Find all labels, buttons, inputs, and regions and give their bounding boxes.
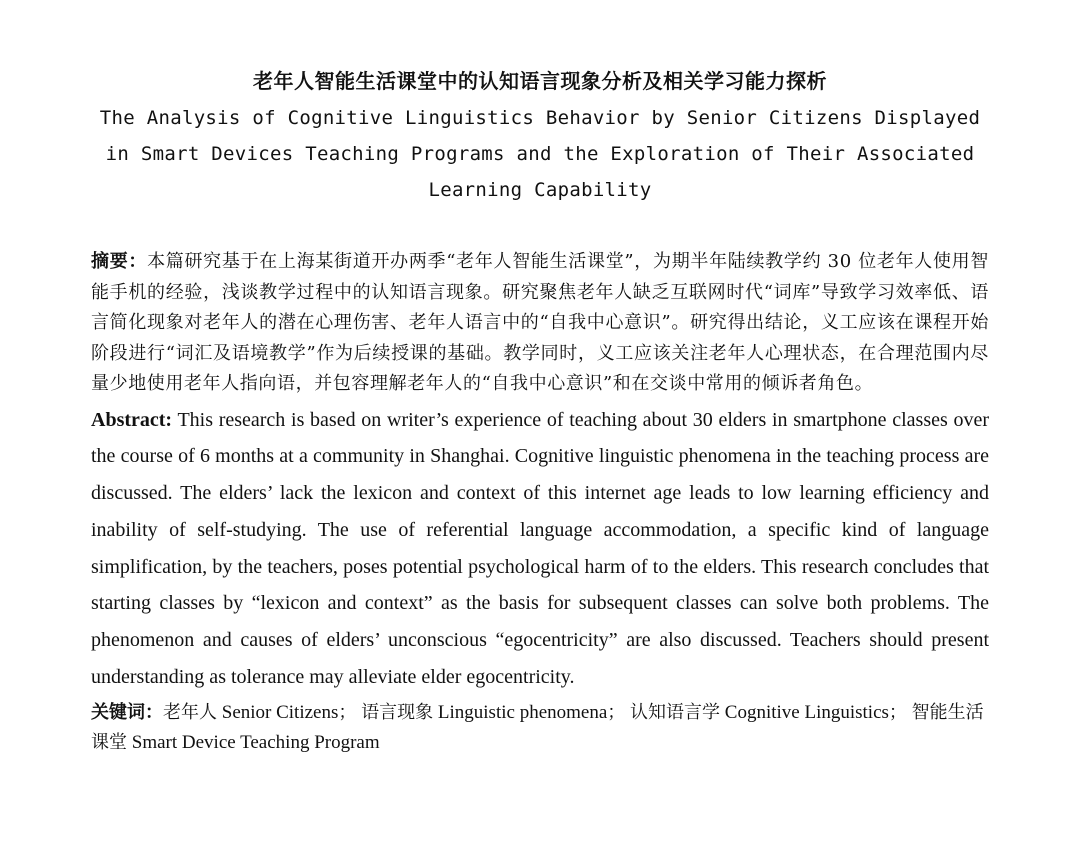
keyword-en: Senior Citizens	[221, 701, 339, 723]
keyword-cn: 认知语言学	[630, 701, 721, 723]
keyword-separator: ；	[607, 701, 626, 723]
abstract-chinese	[91, 247, 989, 400]
abstract-chinese-label: 摘要：	[91, 251, 148, 272]
abstract-english-text: This research is based on writer’s experience of teaching about 30 elders in smartphone classes over the course of 6 months at a community in Shanghai. Cognitive linguistic phenomena in the teaching process are discussed. The elders’ lack the lexicon and context of this internet age leads to low learning efficiency and inability of self-studying. The use of referential language accommodation, a specific kind of language simplification, by the teachers, poses potential psychological harm of to the elders. This research concludes that starting classes by “lexicon and context” as the basis for subsequent classes can solve both problems. The phenomenon and causes of elders’ unconscious “egocentricity” are also discussed. Teachers should present understanding as tolerance may alleviate elder egocentricity.	[91, 408, 989, 689]
title-english: The Analysis of Cognitive Linguistics Behavior by Senior Citizens Displayed in Smart Devices Teaching Programs and the Exploration of Their Associated Learning Capability	[99, 107, 981, 201]
abstract-english-label: Abstract:	[91, 408, 173, 431]
keyword-item	[163, 702, 356, 723]
keyword-cn: 智能生活课堂	[91, 701, 984, 753]
keyword-item	[630, 702, 907, 723]
abstract-chinese-text: 本篇研究基于在上海某街道开办两季“老年人智能生活课堂”，为期半年陆续教学约 30 位老年人使用智能手机的经验，浅谈教学过程中的认知语言现象。研究聚焦老年人缺乏互联网时代“词库”导致学习效率低、语言简化现象对老年人的潜在心理伤害、老年人语言中的“自我中心意识”。研究得出结论，义工应该在课程开始阶段进行“词汇及语境教学”作为后续授课的基础。教学同时，义工应该关注老年人心理状态，在合理范围内尽量少地使用老年人指向语，并包容理解老年人的“自我中心意识”和在交谈中常用的倾诉者角色。	[91, 251, 989, 394]
title-chinese: 老年人智能生活课堂中的认知语言现象分析及相关学习能力探析	[253, 69, 827, 93]
paper-header	[91, 66, 989, 758]
keyword-en: Cognitive Linguistics	[724, 701, 889, 723]
keyword-separator: ；	[338, 701, 357, 723]
keywords	[91, 698, 989, 758]
keyword-separator: ；	[888, 701, 907, 723]
keyword-cn: 老年人	[163, 701, 217, 723]
abstract-english	[91, 402, 989, 696]
keyword-item	[361, 702, 625, 723]
keyword-cn: 语言现象	[361, 701, 434, 723]
keyword-en: Smart Device Teaching Program	[131, 731, 380, 753]
keywords-label: 关键词：	[91, 701, 163, 723]
keyword-en: Linguistic phenomena	[437, 701, 608, 723]
